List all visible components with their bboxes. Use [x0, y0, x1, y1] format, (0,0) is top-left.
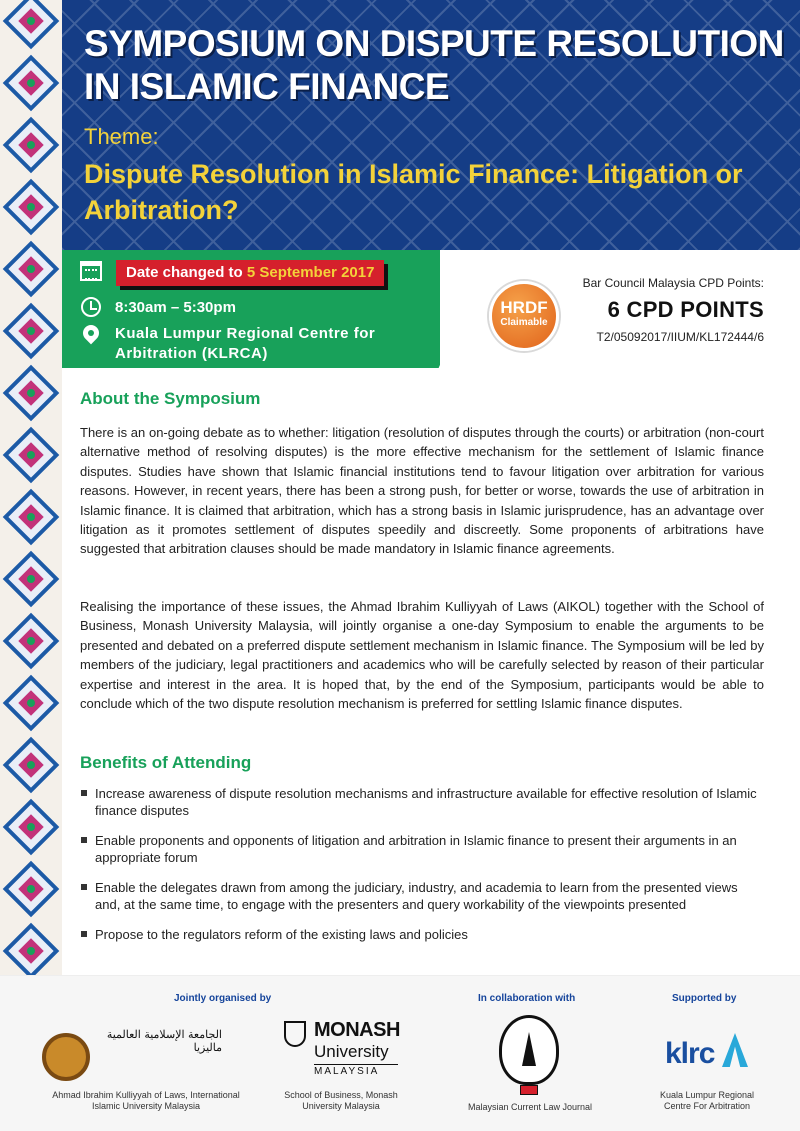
iium-arabic-name: الجامعة الإسلامية العالمية ماليزيا	[106, 1028, 222, 1054]
pattern-dot	[27, 513, 35, 521]
collaboration-label: In collaboration with	[478, 993, 576, 1004]
monash-caption: School of Business, Monash University Malaysia	[284, 1090, 398, 1111]
cpd-label: Bar Council Malaysia CPD Points:	[582, 276, 764, 290]
pattern-dot	[27, 947, 35, 955]
bullet-icon	[81, 837, 87, 843]
pattern-dot	[27, 699, 35, 707]
monash-wordmark: MONASH	[314, 1019, 400, 1041]
benefit-text: Enable proponents and opponents of litigation and arbitration in Islamic finance to present their arguments in an appropriate forum	[95, 833, 737, 865]
iium-caption: Ahmad Ibrahim Kulliyyah of Laws, International Islamic University Malaysia	[52, 1090, 240, 1111]
benefits-heading: Benefits of Attending	[80, 753, 252, 772]
page-title: SYMPOSIUM ON DISPUTE RESOLUTION IN ISLAMIC FINANCE	[84, 23, 784, 107]
monash-university-word: University	[314, 1042, 389, 1061]
bullet-icon	[81, 790, 87, 796]
pattern-dot	[27, 761, 35, 769]
list-item	[80, 926, 764, 943]
pattern-tile	[0, 300, 62, 362]
pattern-dot	[27, 79, 35, 87]
event-date: 5 September 2017	[246, 264, 375, 281]
benefit-text: Propose to the regulators reform of the existing laws and policies	[95, 927, 468, 942]
event-venue: Kuala Lumpur Regional Centre for Arbitration (KLRCA)	[115, 325, 376, 362]
jointly-organised-label: Jointly organised by	[174, 993, 272, 1004]
list-item	[80, 832, 764, 866]
pattern-tile	[0, 734, 62, 796]
list-item	[80, 785, 764, 819]
pattern-dot	[27, 17, 35, 25]
calendar-icon	[80, 261, 102, 281]
pattern-tile	[0, 0, 62, 52]
pattern-tile	[0, 486, 62, 548]
hrdf-title: HRDF	[500, 298, 548, 317]
cpd-code: T2/05092017/IIUM/KL172444/6	[596, 330, 764, 344]
pattern-tile	[0, 548, 62, 610]
pattern-dot	[27, 885, 35, 893]
mclj-logo	[499, 1015, 559, 1085]
theme-label: Theme:	[84, 124, 159, 149]
iium-logo	[42, 1033, 90, 1081]
theme-text: Dispute Resolution in Islamic Finance: Litigation or Arbitration?	[84, 159, 743, 225]
pattern-dot	[27, 451, 35, 459]
pattern-tile	[0, 796, 62, 858]
about-paragraph-1: There is an on-going debate as to whether: litigation (resolution of disputes through the courts) or arbitration (non-court alternative method of resolving disputes) is the more effective mechanism for the settlement of Islamic finance disputes. Studies have shown that Islamic financial institutions tend to favour litigation over arbitration for various reasons. However, in recent years, there has been a strong push, for better or worse, towards the use of arbitration in Islamic finance. It is claimed that arbitration, which has a strong basis in Islamic jurisprudence, has an advantage over litigation as it promotes settlement of disputes speedily and discreetly. Some proponents of arbitrations have suggested that arbitration clauses should be made mandatory in Islamic finance agreements.	[80, 425, 764, 557]
pattern-tile	[0, 362, 62, 424]
pattern-dot	[27, 823, 35, 831]
pattern-tile	[0, 920, 62, 982]
pattern-dot	[27, 203, 35, 211]
benefits-list	[80, 785, 764, 956]
list-item	[80, 879, 764, 913]
pattern-dot	[27, 327, 35, 335]
bullet-icon	[81, 884, 87, 890]
hrdf-claimable-badge	[489, 281, 559, 351]
monash-malaysia-word: MALAYSIA	[314, 1064, 398, 1077]
monash-crest-icon	[284, 1021, 306, 1047]
benefit-text: Enable the delegates drawn from among the judiciary, industry, and academia to learn from the presented views and, at the same time, to engage with the presenters and query workability of the viewpoints presented	[95, 880, 738, 912]
pattern-dot	[27, 389, 35, 397]
pattern-tile	[0, 114, 62, 176]
bullet-icon	[81, 931, 87, 937]
pattern-tile	[0, 52, 62, 114]
date-badge	[116, 260, 384, 286]
pattern-dot	[27, 141, 35, 149]
decorative-pattern-strip	[0, 0, 62, 1131]
about-paragraph-2: Realising the importance of these issues, the Ahmad Ibrahim Kulliyyah of Laws (AIKOL) together with the School of Business, Monash University Malaysia, will jointly organise a one-day Symposium to enable the arguments to be presented and debated on a preferred dispute settlement mechanism in Islamic finance. The Symposium will be led by members of the judiciary, legal practitioners and academics who will be carefully selected by reason of their particular expertise and interest in the area. It is hoped that, by the end of the Symposium, participants would be able to conclude which of the two dispute resolution mechanism is preferred for settling Islamic finance disputes.	[80, 599, 764, 712]
pattern-tile	[0, 858, 62, 920]
pattern-tile	[0, 176, 62, 238]
pattern-tile	[0, 672, 62, 734]
hrdf-subtitle: Claimable	[500, 317, 548, 328]
pattern-tile	[0, 610, 62, 672]
event-time: 8:30am – 5:30pm	[115, 299, 236, 316]
pattern-tile	[0, 238, 62, 300]
pattern-dot	[27, 575, 35, 583]
about-heading: About the Symposium	[80, 389, 261, 408]
date-prefix: Date changed to	[126, 264, 247, 281]
klrca-wordmark: klrc	[665, 1037, 715, 1070]
klrca-caption: Kuala Lumpur Regional Centre For Arbitration	[659, 1090, 755, 1111]
mclj-caption: Malaysian Current Law Journal	[467, 1102, 593, 1112]
supported-by-label: Supported by	[672, 993, 737, 1004]
clock-icon	[81, 297, 101, 317]
mclj-tag-icon	[520, 1085, 538, 1095]
pattern-tile	[0, 424, 62, 486]
pattern-dot	[27, 265, 35, 273]
header-banner	[62, 0, 800, 250]
cpd-points: 6 CPD POINTS	[607, 297, 764, 322]
pattern-dot	[27, 637, 35, 645]
benefit-text: Increase awareness of dispute resolution mechanisms and infrastructure available for effective resolution of Islamic finance disputes	[95, 786, 757, 818]
